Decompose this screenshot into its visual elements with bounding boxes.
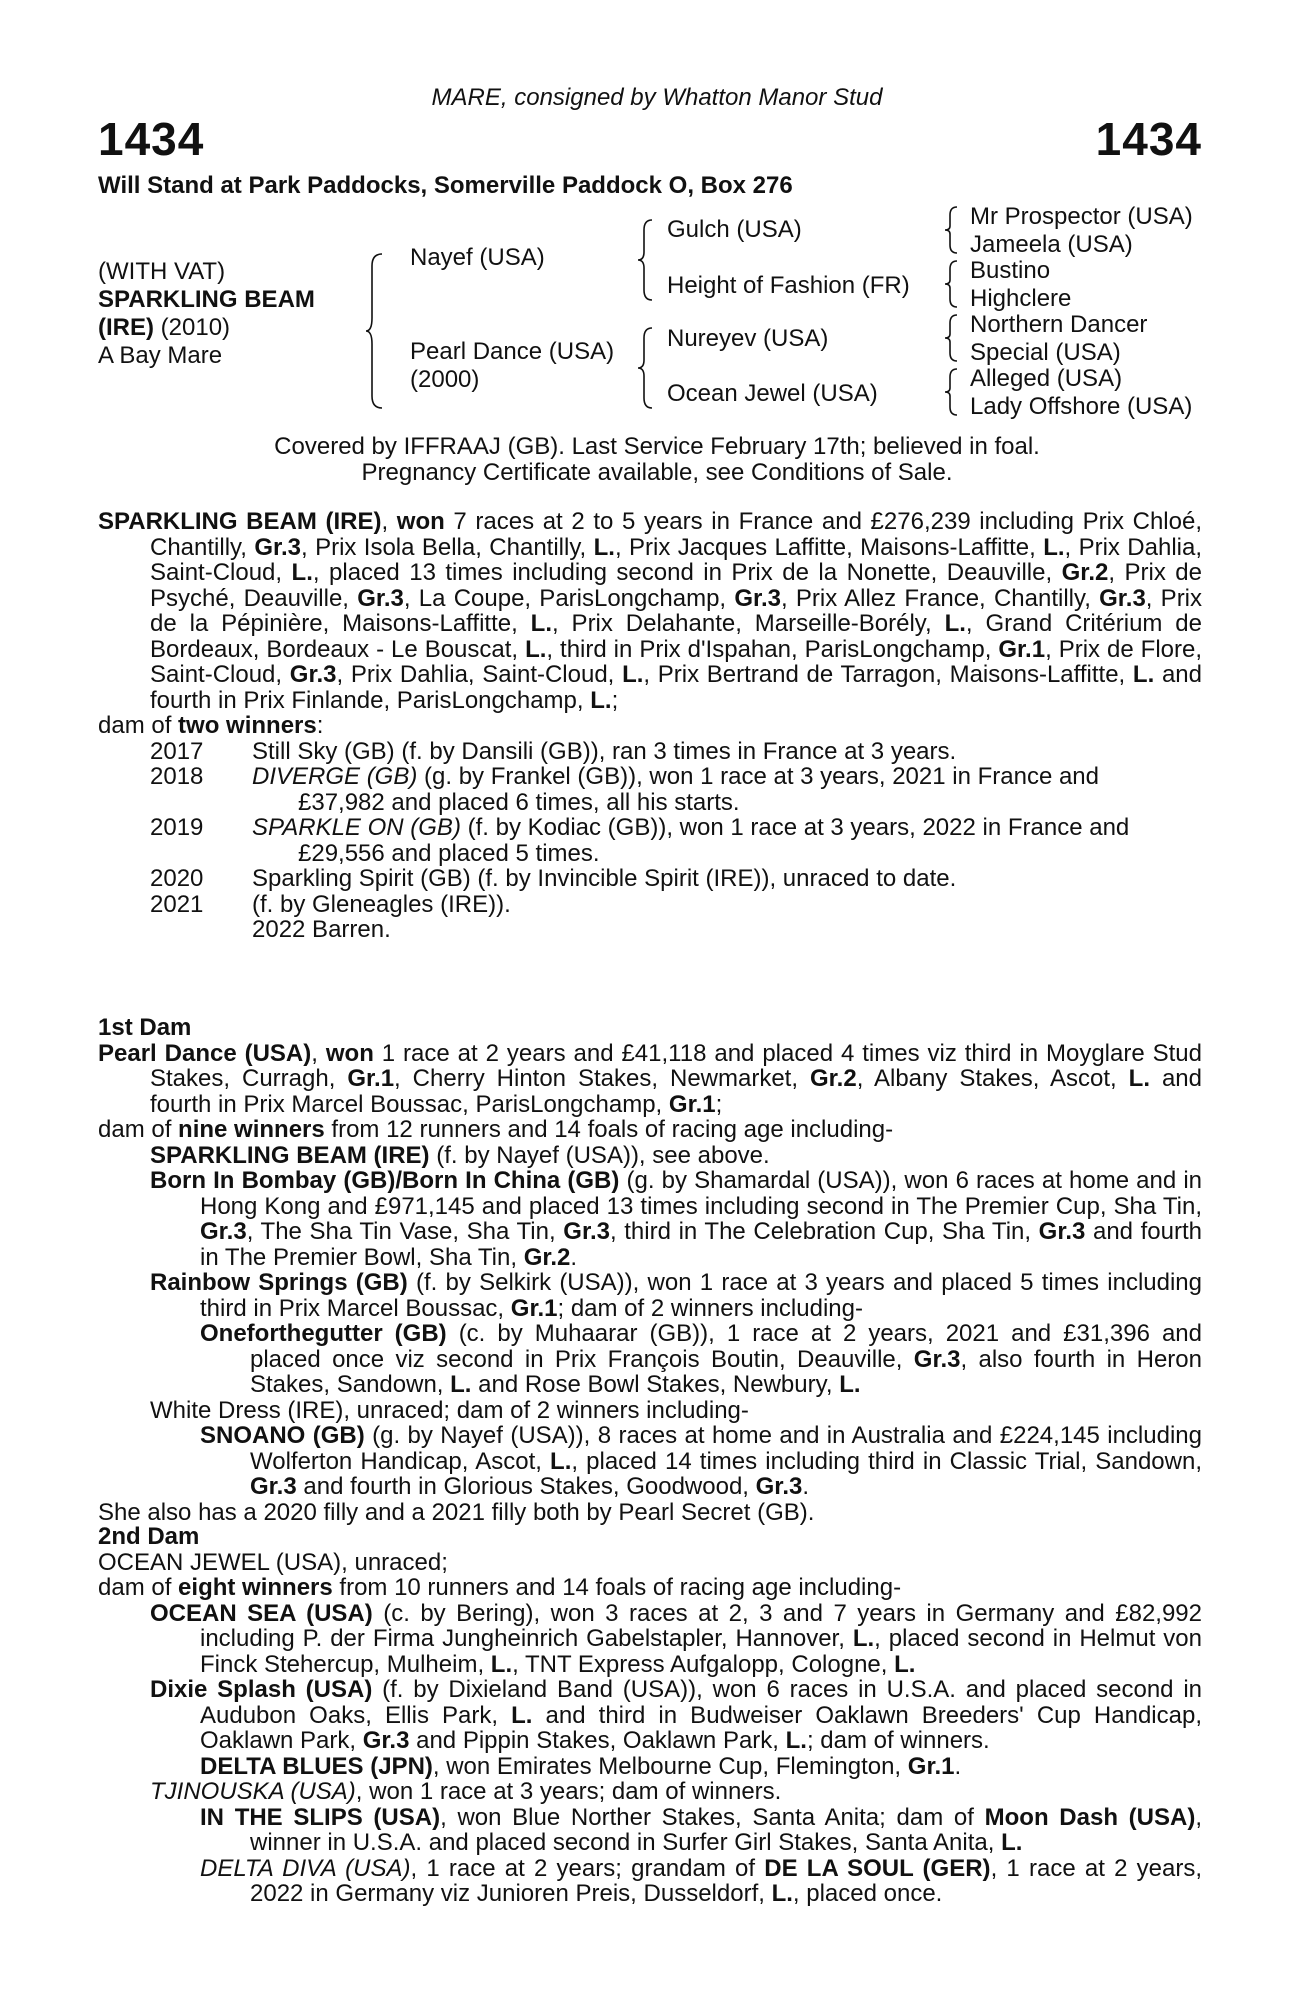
offspring-2020: 2020 Sparkling Spirit (GB) (f. by Invincible Spirit (IRE)), unraced to date. <box>150 865 957 892</box>
produce-white-dress: White Dress (IRE), unraced; dam of 2 winners including- <box>150 1396 749 1424</box>
stand-location: Will Stand at Park Paddocks, Somerville Paddock O, Box 276 <box>98 172 793 199</box>
offspring-2017: 2017 Still Sky (GB) (f. by Dansili (GB)), ran 3 times in France at 3 years. <box>150 737 957 765</box>
sire: Nayef (USA) <box>410 244 545 271</box>
produce-sparkling-beam: SPARKLING BEAM (IRE) (f. by Nayef (USA)), see above. <box>150 1141 770 1169</box>
pedigree-brace-g3 <box>945 313 961 363</box>
produce-dixie-splash: Dixie Splash (USA) (f. by Dixieland Band (USA)), won 6 races in U.S.A. and placed second in Audubon Oaks, Ellis Park, L. and third in Budweiser Oaklawn Breeders' Cup Handicap, Oaklawn Park, Gr.3 and Pippin Stakes, Oaklawn Park, L.; dam of winners. <box>150 1676 1203 1754</box>
first-dam-section <box>98 1015 1202 1525</box>
subject-summary: SPARKLING BEAM (IRE), won 7 races at 2 to 5 years in France and £276,239 including Prix Chloé, Chantilly, Gr.3, Prix Isola Bella, Chantilly, L., Prix Jacques Laffitte, Maisons-Laffitte, L., Prix Dahlia, Saint-Cloud, L., placed 13 times including second in Prix de la Nonette, Deauville, Gr.2, Prix de Psyché, Deauville, Gr.3, La Coupe, ParisLongchamp, Gr.3, Prix Allez France, Chantilly, Gr.3, Prix de la Pépinière, Maisons-Laffitte, L., Prix Delahante, Marseille-Borély, L., Grand Critérium de Bordeaux, Bordeaux - Le Bouscat, L., third in Prix d'Ispahan, ParisLongchamp, Gr.1, Prix de Flore, Saint-Cloud, Gr.3, Prix Dahlia, Saint-Cloud, L., Prix Bertrand de Tarragon, Maisons-Laffitte, L. and fourth in Prix Finlande, ParisLongchamp, L.; <box>98 508 1203 714</box>
dam-year: (2000) <box>410 366 480 393</box>
lot-number-left: 1434 <box>98 113 205 165</box>
offspring-2018-cont: £37,982 and placed 6 times, all his starts. <box>298 788 740 816</box>
produce-snoano: SNOANO (GB) (g. by Nayef (USA)), 8 races at home and in Australia and £224,145 including Wolferton Handicap, Ascot, L., placed 14 times including third in Classic Trial, Sandown, Gr.3 and fourth in Glorious Stakes, Goodwood, Gr.3. <box>200 1422 1202 1500</box>
pedigree-brace-g1 <box>945 205 961 255</box>
grandsire-3: Bustino <box>970 257 1051 284</box>
produce-born-in-bombay: Born In Bombay (GB)/Born In China (GB) (g. by Shamardal (USA)), won 6 races at home and in Hong Kong and £971,145 and placed 13 times including second in The Premier Cup, Sha Tin, Gr.3, The Sha Tin Vase, Sha Tin, Gr.3, third in The Celebration Cup, Sha Tin, Gr.3 and fourth in The Premier Bowl, Sha Tin, Gr.2. <box>150 1167 1203 1271</box>
produce-rainbow-springs: Rainbow Springs (GB) (f. by Selkirk (USA)), won 1 race at 3 years and placed 5 times including third in Prix Marcel Boussac, Gr.1; dam of 2 winners including- <box>150 1269 1202 1322</box>
vat-note: (WITH VAT) <box>98 258 226 285</box>
pedigree-brace-sire <box>638 218 656 302</box>
produce-delta-blues: DELTA BLUES (JPN), won Emirates Melbourne Cup, Flemington, Gr.1. <box>200 1752 962 1780</box>
covered-note <box>0 434 1314 486</box>
covered-line-1: Covered by IFFRAAJ (GB). Last Service February 17th; believed in foal. <box>274 433 1040 460</box>
produce-ocean-sea: OCEAN SEA (USA) (c. by Bering), won 3 races at 2, 3 and 7 years in Germany and £82,992 including P. der Firma Jungheinrich Gabelstapler, Hannover, L., placed second in Helmut von Finck Stehercup, Mulheim, L., TNT Express Aufgalopp, Cologne, L. <box>150 1599 1203 1678</box>
consignment-line: MARE, consigned by Whatton Manor Stud <box>431 84 883 111</box>
granddam-6: Special (USA) <box>970 339 1121 366</box>
offspring-2019-cont: £29,556 and placed 5 times. <box>298 839 600 867</box>
grandsire-7: Alleged (USA) <box>970 365 1123 392</box>
horse-origin: (IRE) <box>98 314 154 341</box>
horse-description: A Bay Mare <box>98 342 223 369</box>
produce-in-the-slips: IN THE SLIPS (USA), won Blue Norther Stakes, Santa Anita; dam of Moon Dash (USA), winner in U.S.A. and placed second in Surfer Girl Stakes, Santa Anita, L. <box>200 1803 1203 1856</box>
horse-year: (2010) <box>154 314 231 341</box>
first-dam-record: Pearl Dance (USA), won 1 race at 2 years and £41,118 and placed 4 times viz third in Moyglare Stud Stakes, Curragh, Gr.1, Cherry Hinton Stakes, Newmarket, Gr.2, Albany Stakes, Ascot, L. and fourth in Prix Marcel Boussac, ParisLongchamp, Gr.1; <box>98 1039 1203 1118</box>
sire-sire: Gulch (USA) <box>667 216 802 243</box>
lot-number-right: 1434 <box>1095 113 1202 165</box>
granddam-8: Lady Offshore (USA) <box>970 393 1193 420</box>
first-dam-heading: 1st Dam <box>98 1014 192 1041</box>
granddam-4: Highclere <box>970 285 1072 312</box>
produce-tjinouska: TJINOUSKA (USA), won 1 race at 3 years; dam of winners. <box>150 1778 782 1805</box>
second-dam-section <box>98 1524 1202 1907</box>
pedigree-brace-main <box>366 252 386 410</box>
pedigree-subject <box>98 258 315 370</box>
sire-dam: Height of Fashion (FR) <box>667 272 910 299</box>
grandsire-5: Northern Dancer <box>970 311 1148 338</box>
offspring-2019: 2019 SPARKLE ON (GB) (f. by Kodiac (GB)), won 1 race at 3 years, 2022 in France and <box>150 814 1130 841</box>
dam: Pearl Dance (USA) <box>410 338 615 365</box>
second-dam-produce: dam of eight winners from 10 runners and 14 foals of racing age including- <box>98 1574 902 1601</box>
pedigree-brace-g4 <box>945 367 961 417</box>
produce-delta-diva: DELTA DIVA (USA), 1 race at 2 years; grandam of DE LA SOUL (GER), 1 race at 2 years, 2022 in Germany viz Junioren Preis, Dusseldorf, L., placed once. <box>200 1854 1203 1907</box>
dam-dam: Ocean Jewel (USA) <box>667 380 878 407</box>
first-dam-note: She also has a 2020 filly and a 2021 filly both by Pearl Secret (GB). <box>98 1498 815 1526</box>
covered-line-2: Pregnancy Certificate available, see Conditions of Sale. <box>361 459 953 486</box>
dam-of-line: dam of two winners: <box>98 712 324 739</box>
grandsire-1: Mr Prospector (USA) <box>970 203 1193 230</box>
second-dam-record: OCEAN JEWEL (USA), unraced; <box>98 1548 448 1576</box>
pedigree-brace-g2 <box>945 259 961 309</box>
second-dam-heading: 2nd Dam <box>98 1523 200 1550</box>
first-dam-produce: dam of nine winners from 12 runners and 14 foals of racing age including- <box>98 1116 894 1143</box>
offspring-2022: 2022 Barren. <box>252 916 391 943</box>
pedigree-brace-dam <box>638 326 656 410</box>
offspring-2018: 2018 DIVERGE (GB) (g. by Frankel (GB)), won 1 race at 3 years, 2021 in France and <box>150 763 1100 790</box>
offspring-2021: 2021 (f. by Gleneagles (IRE)). <box>150 890 511 918</box>
race-record <box>98 509 1202 943</box>
dam-sire: Nureyev (USA) <box>667 325 829 352</box>
granddam-2: Jameela (USA) <box>970 231 1133 258</box>
produce-oneforthegutter: Oneforthegutter (GB) (c. by Muhaarar (GB)), 1 race at 2 years, 2021 and £31,396 and placed once viz second in Prix François Boutin, Deauville, Gr.3, also fourth in Heron Stakes, Sandown, L. and Rose Bowl Stakes, Newbury, L. <box>200 1320 1202 1398</box>
horse-name: SPARKLING BEAM <box>98 286 315 313</box>
